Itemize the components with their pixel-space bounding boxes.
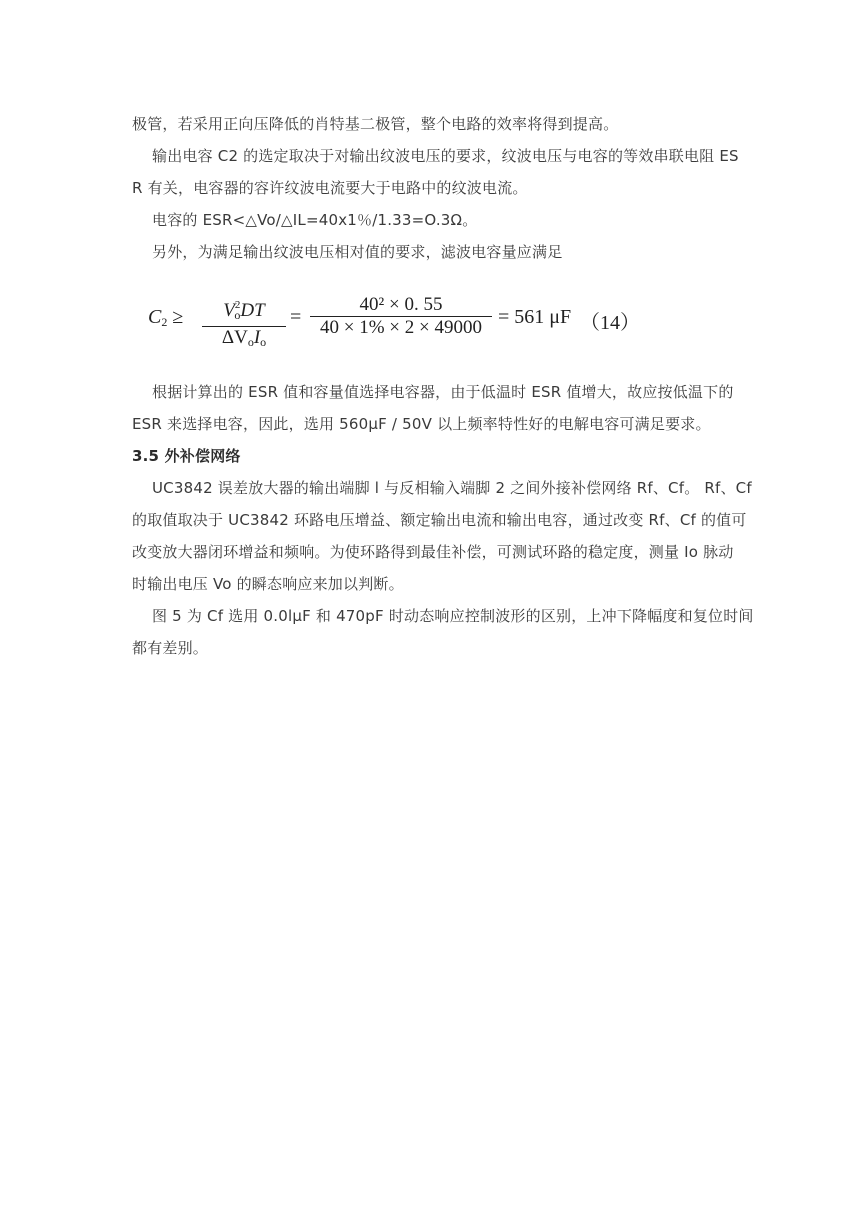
formula-fraction	[202, 294, 286, 353]
formula-operator: ≥	[172, 306, 184, 328]
formula-symbol: ΔV	[221, 327, 248, 348]
formula-numerator: 40² × 0. 55	[359, 294, 443, 315]
formula-symbol: C	[148, 306, 162, 328]
paragraph-line: 都有差别。	[132, 639, 209, 657]
formula-subscript: 2	[161, 315, 168, 329]
paragraph-line: 的取值取决于 UC3842 环路电压增益、额定输出电流和输出电容，通过改变 Rf、Cf 的值可	[132, 511, 747, 529]
paragraph-line: 图 5 为 Cf 选用 0.0lμF 和 470pF 时动态响应控制波形的区别，上冲下降幅度和复位时间	[152, 607, 754, 625]
paragraph-line: R 有关，电容器的容许纹波电流要大于电路中的纹波电流。	[132, 179, 528, 197]
formula-subscript: o	[247, 335, 254, 349]
formula-symbol: V	[223, 300, 235, 321]
formula-operator: =	[290, 306, 302, 328]
formula-lhs	[148, 306, 183, 330]
formula-subscript: o	[260, 335, 267, 349]
formula-denominator	[202, 326, 286, 353]
formula-denominator: 40 × 1% × 2 × 49000	[310, 316, 492, 339]
formula-symbol: DT	[240, 300, 265, 321]
formula-superscript: 2	[234, 299, 241, 311]
paragraph-line: UC3842 误差放大器的输出端脚 l 与反相输入端脚 2 之间外接补偿网络 Rf、Cf。 Rf、Cf	[152, 479, 752, 497]
formula-result: = 561 μF	[498, 306, 572, 328]
section-heading: 3.5 外补偿网络	[132, 447, 241, 465]
formula-fraction	[310, 294, 492, 339]
paragraph-line: 输出电容 C2 的选定取决于对输出纹波电压的要求，纹波电压与电容的等效串联电阻 ES	[152, 147, 739, 165]
capacitance-formula	[148, 292, 640, 349]
paragraph-line: 改变放大器闭环增益和频响。为使环路得到最佳补偿，可测试环路的稳定度，测量 Io 脉动	[132, 543, 734, 561]
paragraph-line: 根据计算出的 ESR 值和容量值选择电容器，由于低温时 ESR 值增大，故应按低温下的	[152, 383, 734, 401]
paragraph-line: 另外，为满足输出纹波电压相对值的要求，滤波电容量应满足	[152, 243, 563, 261]
paragraph-line: 极管，若采用正向压降低的肖特基二极管，整个电路的效率将得到提高。	[132, 115, 619, 133]
equation-number: （14）	[580, 312, 640, 334]
paragraph-line: ESR 来选择电容，因此，选用 560μF / 50V 以上频率特性好的电解电容可满足要求。	[132, 415, 711, 433]
paragraph-line: 电容的 ESR<△Vo/△IL=40x1％/1.33=O.3Ω。	[152, 211, 478, 229]
formula-numerator	[202, 294, 286, 326]
formula-symbol: I	[253, 327, 261, 348]
paragraph-line: 时输出电压 Vo 的瞬态响应来加以判断。	[132, 575, 404, 593]
formula-subscript: o	[234, 308, 241, 322]
